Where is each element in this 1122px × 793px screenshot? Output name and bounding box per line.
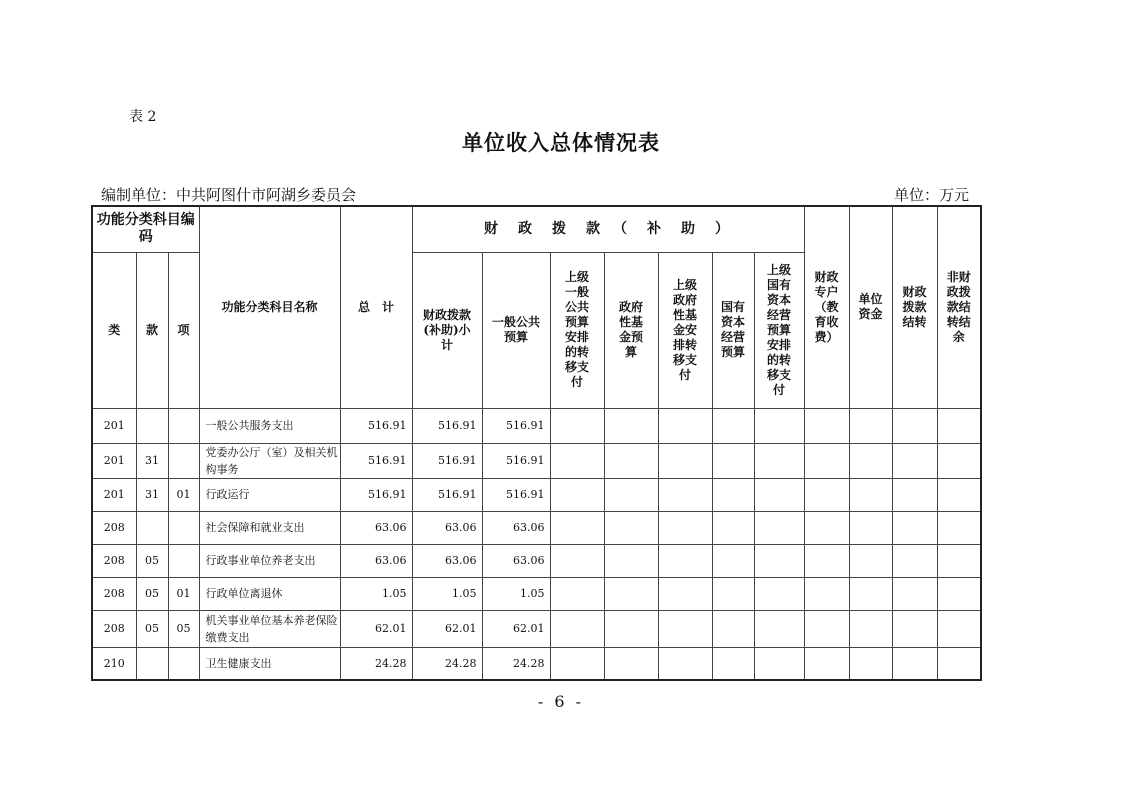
cell-general-budget: 516.91 [482,443,550,478]
header-special-account: 财政专户（教育收费） [804,206,849,408]
cell-kuan: 05 [136,610,168,647]
cell-xiang [168,443,199,478]
cell-total: 63.06 [340,511,412,544]
cell-kuan [136,647,168,680]
cell-empty [937,443,981,478]
cell-fund-subtotal: 24.28 [412,647,482,680]
income-summary-table [91,205,982,681]
cell-lei: 208 [92,544,136,577]
cell-empty [804,577,849,610]
cell-total: 24.28 [340,647,412,680]
cell-empty [754,478,804,511]
header-unit-funds: 单位资金 [849,206,892,408]
cell-empty [712,610,754,647]
header-gov-fund: 政府性基金预算 [604,252,658,408]
cell-empty [754,408,804,443]
cell-empty [550,511,604,544]
cell-empty [712,443,754,478]
cell-name: 一般公共服务支出 [199,408,340,443]
cell-general-budget: 1.05 [482,577,550,610]
cell-empty [754,544,804,577]
cell-empty [937,577,981,610]
cell-empty [658,511,712,544]
cell-empty [604,478,658,511]
cell-empty [550,577,604,610]
cell-total: 63.06 [340,544,412,577]
header-total: 总 计 [340,206,412,408]
cell-empty [892,544,937,577]
header-general-budget: 一般公共预算 [482,252,550,408]
cell-empty [712,544,754,577]
cell-name: 行政运行 [199,478,340,511]
cell-lei: 208 [92,511,136,544]
cell-name: 党委办公厅（室）及相关机构事务 [199,443,340,478]
cell-total: 62.01 [340,610,412,647]
cell-xiang: 01 [168,478,199,511]
cell-xiang [168,544,199,577]
cell-empty [658,577,712,610]
cell-empty [754,511,804,544]
table-tag: 表 2 [129,109,157,125]
cell-empty [804,511,849,544]
table-row [92,610,981,647]
page-title: 单位收入总体情况表 [462,130,660,155]
cell-xiang [168,408,199,443]
currency-unit: 单位：万元 [894,186,970,204]
cell-empty [550,478,604,511]
cell-empty [849,443,892,478]
cell-empty [892,610,937,647]
cell-empty [658,443,712,478]
cell-empty [754,443,804,478]
cell-empty [658,478,712,511]
header-lei: 类 [92,252,136,408]
header-xiang: 项 [168,252,199,408]
cell-empty [712,511,754,544]
cell-empty [550,610,604,647]
cell-empty [937,647,981,680]
cell-xiang: 01 [168,577,199,610]
cell-fund-subtotal: 516.91 [412,443,482,478]
header-upper-general: 上级一般公共预算安排的转移支付 [550,252,604,408]
cell-fund-subtotal: 516.91 [412,478,482,511]
header-upper-gov-fund: 上级政府性基金安排转移支付 [658,252,712,408]
cell-empty [892,647,937,680]
header-state-capital: 国有资本经营预算 [712,252,754,408]
table-row [92,544,981,577]
cell-name: 行政单位离退休 [199,577,340,610]
cell-name: 机关事业单位基本养老保险缴费支出 [199,610,340,647]
cell-empty [754,577,804,610]
cell-empty [604,544,658,577]
cell-total: 1.05 [340,577,412,610]
cell-kuan [136,511,168,544]
cell-fund-subtotal: 516.91 [412,408,482,443]
cell-empty [804,478,849,511]
cell-empty [804,443,849,478]
cell-empty [604,610,658,647]
cell-fund-subtotal: 62.01 [412,610,482,647]
header-code-group: 功能分类科目编码 [92,206,199,252]
cell-fund-subtotal: 1.05 [412,577,482,610]
cell-empty [892,577,937,610]
cell-lei: 208 [92,610,136,647]
cell-empty [804,544,849,577]
header-nonfund-carryover: 非财政拨款结转结余 [937,206,981,408]
cell-kuan: 31 [136,443,168,478]
cell-kuan: 31 [136,478,168,511]
cell-kuan: 05 [136,544,168,577]
cell-lei: 201 [92,408,136,443]
cell-empty [804,610,849,647]
cell-empty [892,443,937,478]
cell-empty [604,577,658,610]
cell-fund-subtotal: 63.06 [412,544,482,577]
cell-empty [849,478,892,511]
header-fund-group: 财 政 拨 款 （ 补 助 ） [412,206,804,252]
cell-lei: 201 [92,478,136,511]
cell-total: 516.91 [340,408,412,443]
cell-kuan [136,408,168,443]
cell-general-budget: 63.06 [482,511,550,544]
cell-empty [658,647,712,680]
cell-name: 行政事业单位养老支出 [199,544,340,577]
table-row [92,478,981,511]
header-name: 功能分类科目名称 [199,206,340,408]
cell-empty [892,408,937,443]
cell-empty [604,647,658,680]
table-row [92,647,981,680]
cell-empty [550,544,604,577]
cell-empty [658,408,712,443]
cell-xiang: 05 [168,610,199,647]
cell-empty [754,647,804,680]
table-row [92,511,981,544]
cell-empty [849,647,892,680]
cell-empty [550,443,604,478]
cell-empty [658,610,712,647]
cell-empty [892,511,937,544]
cell-empty [849,577,892,610]
cell-empty [937,544,981,577]
cell-empty [849,408,892,443]
cell-empty [937,610,981,647]
cell-general-budget: 516.91 [482,408,550,443]
cell-empty [892,478,937,511]
cell-empty [712,577,754,610]
cell-general-budget: 62.01 [482,610,550,647]
cell-total: 516.91 [340,443,412,478]
cell-empty [937,478,981,511]
cell-general-budget: 24.28 [482,647,550,680]
header-fund-subtotal: 财政拨款(补助)小计 [412,252,482,408]
table-row [92,408,981,443]
cell-empty [804,647,849,680]
header-kuan: 款 [136,252,168,408]
cell-empty [550,408,604,443]
cell-xiang [168,647,199,680]
cell-fund-subtotal: 63.06 [412,511,482,544]
cell-name: 社会保障和就业支出 [199,511,340,544]
cell-general-budget: 516.91 [482,478,550,511]
cell-empty [804,408,849,443]
cell-empty [658,544,712,577]
cell-kuan: 05 [136,577,168,610]
cell-empty [550,647,604,680]
cell-empty [604,408,658,443]
page-number: - 6 - [537,692,585,711]
cell-empty [604,443,658,478]
cell-empty [754,610,804,647]
compiling-unit: 编制单位：中共阿图什市阿湖乡委员会 [101,186,357,204]
table-row [92,577,981,610]
cell-general-budget: 63.06 [482,544,550,577]
header-carryover: 财政拨款结转 [892,206,937,408]
cell-empty [849,610,892,647]
cell-empty [937,511,981,544]
cell-empty [712,478,754,511]
table-row [92,443,981,478]
cell-empty [849,544,892,577]
cell-total: 516.91 [340,478,412,511]
cell-lei: 208 [92,577,136,610]
cell-empty [937,408,981,443]
header-upper-state-capital: 上级国有资本经营预算安排的转移支付 [754,252,804,408]
cell-empty [849,511,892,544]
cell-lei: 201 [92,443,136,478]
cell-empty [604,511,658,544]
cell-lei: 210 [92,647,136,680]
cell-empty [712,408,754,443]
cell-name: 卫生健康支出 [199,647,340,680]
cell-xiang [168,511,199,544]
cell-empty [712,647,754,680]
